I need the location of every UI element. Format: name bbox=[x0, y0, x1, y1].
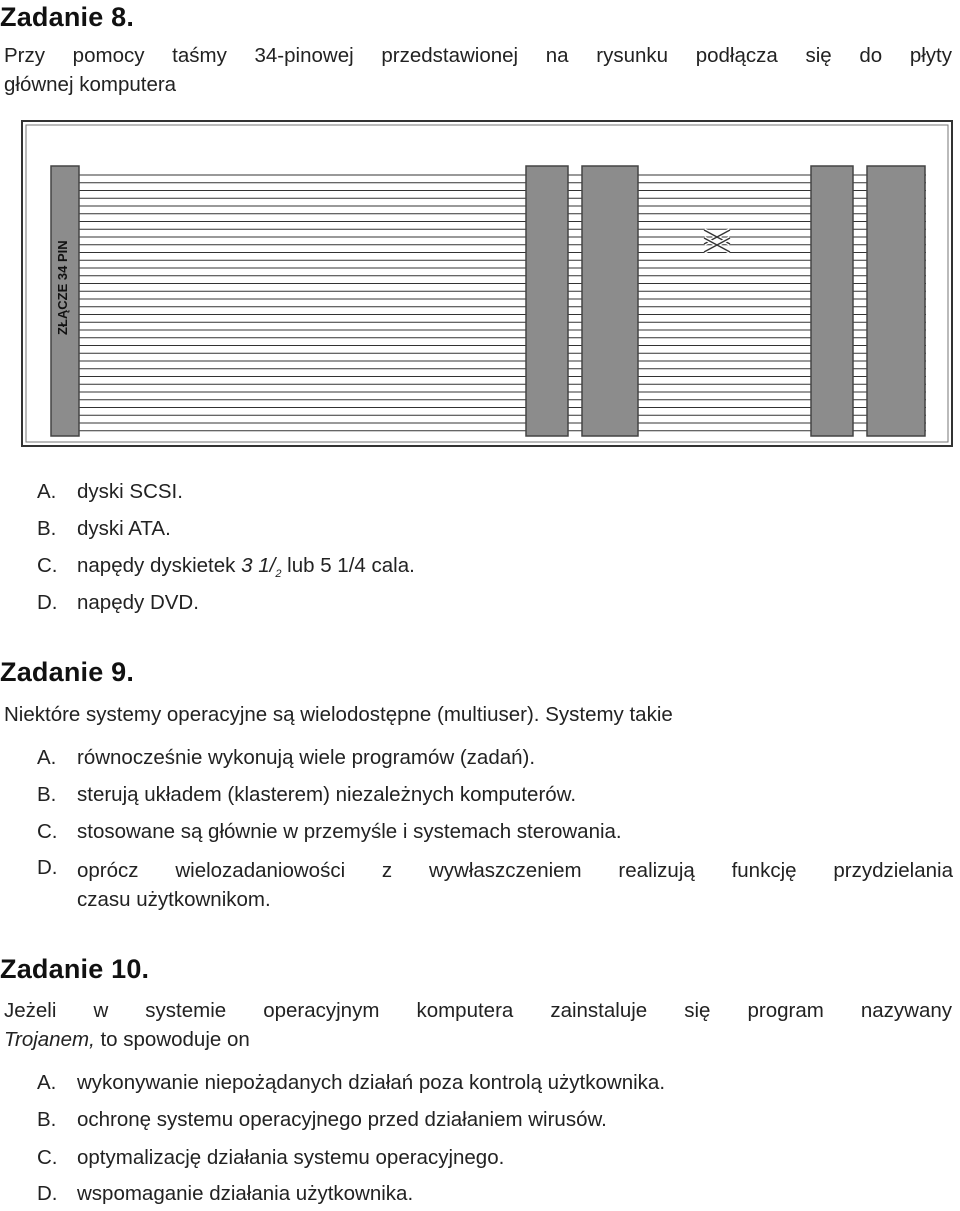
q9-heading: Zadanie 9. bbox=[0, 657, 135, 687]
option-letter: D. bbox=[37, 591, 58, 614]
connector-drive-1b bbox=[582, 166, 638, 436]
connector-drive-2b bbox=[867, 166, 925, 436]
cable-wires bbox=[79, 175, 926, 431]
q10-option-c[interactable] bbox=[37, 1146, 504, 1170]
q9-option-a[interactable] bbox=[37, 746, 535, 770]
option-letter: C. bbox=[37, 1146, 58, 1169]
option-text: optymalizację działania systemu operacyjnego. bbox=[77, 1146, 505, 1169]
option-letter: A. bbox=[37, 1071, 57, 1094]
q10-option-b[interactable] bbox=[37, 1108, 607, 1132]
q8-heading: Zadanie 8. bbox=[0, 2, 135, 32]
option-letter: A. bbox=[37, 746, 57, 769]
q8-question-line1: Przy pomocy taśmy 34-pinowej przedstawionej na rysunku podłącza się do płyty bbox=[4, 44, 952, 67]
connector-label: ZŁĄCZE 34 PIN bbox=[55, 240, 70, 335]
option-letter: D. bbox=[37, 1182, 58, 1205]
q10-option-a[interactable] bbox=[37, 1071, 665, 1095]
option-text-before: napędy dyskietek bbox=[77, 554, 236, 577]
option-letter: A. bbox=[37, 480, 57, 503]
q8-option-a[interactable] bbox=[37, 480, 183, 504]
option-text-after: lub 5 1/4 cala. bbox=[287, 554, 415, 577]
option-letter: C. bbox=[37, 554, 58, 577]
option-text-line1: oprócz wielozadaniowości z wywłaszczeniem realizują funkcję przydzielania bbox=[77, 859, 953, 882]
q9-option-d[interactable] bbox=[37, 856, 953, 914]
option-text: stosowane są głównie w przemyśle i systemach sterowania. bbox=[77, 820, 622, 843]
option-text: wspomaganie działania użytkownika. bbox=[77, 1182, 414, 1205]
q8-option-c[interactable] bbox=[37, 554, 415, 580]
wire-twist bbox=[704, 230, 730, 252]
option-text: ochronę systemu operacyjnego przed działaniem wirusów. bbox=[77, 1108, 607, 1131]
option-letter: C. bbox=[37, 820, 58, 843]
q8-option-b[interactable] bbox=[37, 517, 171, 541]
q10-question-line1: Jeżeli w systemie operacyjnym komputera zainstaluje się program nazywany bbox=[4, 999, 952, 1022]
q9-question: Niektóre systemy operacyjne są wielodostępne (multiuser). Systemy takie bbox=[4, 703, 673, 726]
q8-question bbox=[4, 41, 952, 99]
option-text: wykonywanie niepożądanych działań poza kontrolą użytkownika. bbox=[77, 1071, 666, 1094]
option-text: równocześnie wykonują wiele programów (zadań). bbox=[77, 746, 536, 769]
option-text: sterują układem (klasterem) niezależnych komputerów. bbox=[77, 783, 577, 806]
q10-heading: Zadanie 10. bbox=[0, 954, 150, 984]
fraction: 3 $1/_2$ bbox=[241, 554, 282, 581]
connector-drive-2a bbox=[811, 166, 853, 436]
option-text: napędy DVD. bbox=[77, 591, 199, 614]
q8-option-d[interactable] bbox=[37, 591, 199, 615]
q10-question-line2: to spowoduje on bbox=[100, 1028, 250, 1051]
option-letter: B. bbox=[37, 517, 57, 540]
option-letter: B. bbox=[37, 783, 57, 806]
q9-option-c[interactable] bbox=[37, 820, 622, 844]
q9-option-b[interactable] bbox=[37, 783, 576, 807]
q10-question bbox=[4, 996, 952, 1054]
option-text-line2: czasu użytkownikom. bbox=[77, 888, 271, 911]
option-text: dyski SCSI. bbox=[77, 480, 183, 503]
q8-question-line2: głównej komputera bbox=[4, 73, 177, 96]
option-text: dyski ATA. bbox=[77, 517, 171, 540]
q10-option-d[interactable] bbox=[37, 1182, 413, 1206]
q10-question-italic: Trojanem, bbox=[4, 1028, 95, 1051]
connector-drive-1a bbox=[526, 166, 568, 436]
option-letter: D. bbox=[37, 856, 58, 879]
ribbon-cable-figure bbox=[21, 120, 953, 447]
option-letter: B. bbox=[37, 1108, 57, 1131]
